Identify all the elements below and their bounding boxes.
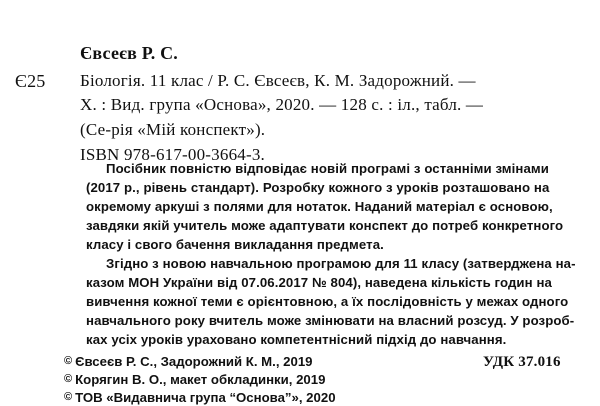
annotation-p2-line-5: ках усіх уроків ураховано компетентнісний підхід до навчання. [86,332,507,347]
annotation-p1-line-5: класу і свого бачення викладання предмета. [86,237,384,252]
copyright-symbol-1: © [64,355,73,367]
copyright-symbol-3: © [64,391,73,403]
bibliographic-line-1: Біологія. 11 клас / Р. С. Євсеєв, К. М. Задорожний. — [80,71,476,90]
annotation-p2-line-3: вивчення кожної теми є орієнтовною, а їх послідовність у межах одного [86,294,569,309]
udk-code: УДК 37.016 [483,354,561,370]
annotation-p2-line-2: казом МОН України від 07.06.2017 № 804), наведена кількість годин на [86,275,552,290]
annotation-p2-line-1: Згідно з новою навчальною програмою для 11 класу (затверджена на- [106,256,576,271]
copyright-line-3 [64,391,336,405]
copyright-symbol-2: © [64,373,73,385]
bibliographic-line-3: (Се-рія «Мій конспект»). [80,120,266,139]
author-heading: Євсеєв Р. С. [80,43,178,63]
copyright-line-2 [64,373,325,387]
bibliographic-line-2: Х. : Вид. група «Основа», 2020. — 128 с. : іл., табл. — [80,95,484,114]
copyright-text-3: ТОВ «Видавнича група “Основа”», 2020 [75,390,336,405]
copyright-text-2: Корягин В. О., макет обкладинки, 2019 [75,372,326,387]
annotation-p2-line-4: навчального року вчитель може змінювати на власний розсуд. У розроб- [86,313,575,328]
annotation-p1-line-1: Посібник повністю відповідає новій програмі з останніми змінами [106,161,549,176]
isbn: ISBN 978-617-00-3664-3. [80,145,265,164]
annotation-p1-line-4: завдяки якій учитель може адаптувати конспект до потреб конкретного [86,218,564,233]
annotation-p1-line-2: (2017 р., рівень стандарт). Розробку кожного з уроків розташовано на [86,180,550,195]
call-number: Є25 [15,71,46,91]
copyright-line-1 [64,355,313,369]
copyright-text-1: Євсеєв Р. С., Задорожний К. М., 2019 [75,354,313,369]
annotation-p1-line-3: окремому аркуші з полями для нотаток. Наданий матеріал є основою, [86,199,553,214]
